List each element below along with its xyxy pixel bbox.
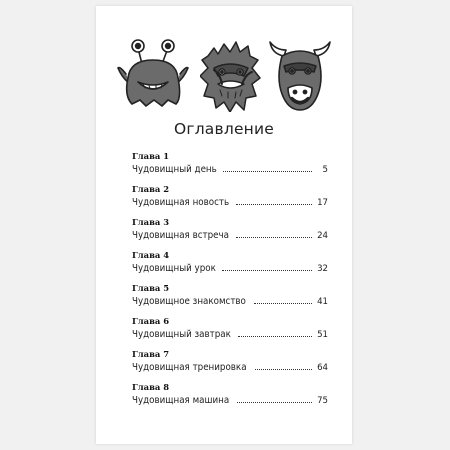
chapter-label: Глава 5 <box>132 283 170 293</box>
toc-entry-2[interactable] <box>132 184 328 217</box>
toc-entry-1[interactable] <box>132 151 328 184</box>
toc-line <box>132 392 328 406</box>
chapter-name: Чудовищная новость <box>132 197 230 208</box>
hairy-tusked-monster-icon <box>200 38 262 112</box>
toc-line <box>132 326 328 340</box>
chapter-label: Глава 8 <box>132 382 170 392</box>
chapter-name: Чудовищная встреча <box>132 230 229 241</box>
dot-leader <box>255 369 312 370</box>
chapter-name: Чудовищный день <box>132 164 217 175</box>
chapter-label: Глава 2 <box>132 184 170 194</box>
dot-leader <box>236 204 312 205</box>
chapter-name: Чудовищный урок <box>132 263 216 274</box>
chapter-label: Глава 4 <box>132 250 170 260</box>
page-number: 64 <box>317 363 328 373</box>
toc-entry-7[interactable] <box>132 349 328 382</box>
page-number: 5 <box>322 165 328 175</box>
monster-illustration <box>116 38 332 114</box>
horned-bull-monster-icon <box>268 38 332 114</box>
dot-leader <box>238 336 312 337</box>
toc-entry-5[interactable] <box>132 283 328 316</box>
chapter-label: Глава 1 <box>132 151 170 161</box>
dot-leader <box>237 402 313 403</box>
toc-entry-8[interactable] <box>132 382 328 415</box>
toc-entry-6[interactable] <box>132 316 328 349</box>
toc-line <box>132 194 328 208</box>
toc-line <box>132 161 328 175</box>
toc-title: Оглавление <box>173 120 275 138</box>
toc-line <box>132 293 328 307</box>
chapter-name: Чудовищная машина <box>132 395 230 406</box>
eyestalk-monster-icon <box>116 38 190 110</box>
chapter-name: Чудовищная тренировка <box>132 362 247 373</box>
page-number: 32 <box>317 264 328 274</box>
toc-entry-3[interactable] <box>132 217 328 250</box>
dot-leader <box>223 171 312 172</box>
dot-leader <box>254 303 312 304</box>
dot-leader <box>222 270 312 271</box>
chapter-label: Глава 6 <box>132 316 170 326</box>
chapter-label: Глава 7 <box>132 349 170 359</box>
toc-line <box>132 260 328 274</box>
book-page <box>96 6 352 444</box>
page-number: 41 <box>317 297 328 307</box>
chapter-label: Глава 3 <box>132 217 170 227</box>
chapter-name: Чудовищное знакомство <box>132 296 246 307</box>
dot-leader <box>236 237 312 238</box>
toc-line <box>132 359 328 373</box>
page-number: 75 <box>317 396 328 406</box>
chapter-name: Чудовищный завтрак <box>132 329 231 340</box>
toc-line <box>132 227 328 241</box>
toc-entry-4[interactable] <box>132 250 328 283</box>
page-number: 24 <box>317 231 328 241</box>
table-of-contents <box>132 151 328 415</box>
page-number: 17 <box>317 198 328 208</box>
page-number: 51 <box>317 330 328 340</box>
